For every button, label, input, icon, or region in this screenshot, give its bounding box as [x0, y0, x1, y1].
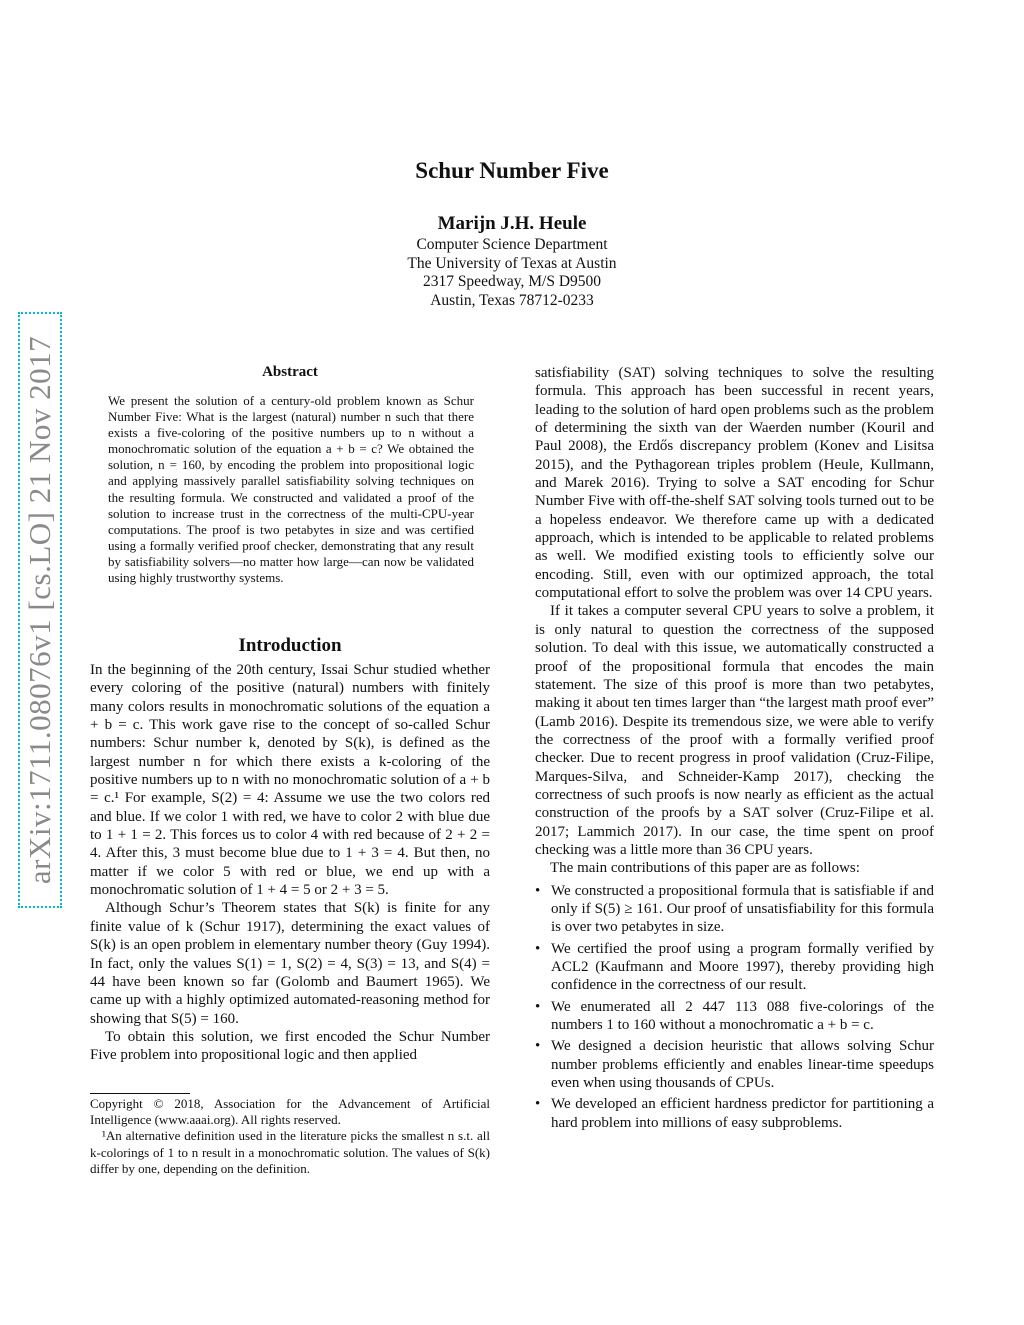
affiliation-line: Computer Science Department [416, 236, 608, 253]
body-paragraph: If it takes a computer several CPU years to solve a problem, it is only natural to question the correctness of the supposed solution. To deal with this issue, we automatically constructed a proof of the propositional formula that encodes the main statement. The size of this proof is more than two petabytes, making it about ten times larger than “the largest math proof ever” (Lamb 2016). Despite its tremendous size, we were able to verify the correctness of the proof with a formally verified proof checker. Due to recent progress in proof validation (Cruz-Filipe, Marques-Silva, and Schneider-Kamp 2017), checking the correctness of such proofs is now nearly as efficient as the actual construction of the proofs by a SAT solver (Cruz-Filipe et al. 2017; Lammich 2017). In our case, the time spent on proof checking was a little more than 36 CPU years. [535, 603, 934, 858]
author-name: Marijn J.H. Heule [437, 213, 587, 234]
bullet-icon: • [535, 1096, 541, 1113]
bullet-icon: • [535, 940, 541, 957]
affiliation-line: Austin, Texas 78712-0233 [430, 291, 594, 309]
abstract-body: We present the solution of a century-old problem known as Schur Number Five: What is the largest (natural) number n such that there exists a five-coloring of the positive numbers up to n without a monochromatic solution of the equation a + b = c? We obtained the solution, n = 160, by encoding the problem into propositional logic and applying massively parallel satisfiability solving techniques on the resulting formula. We constructed and validated a proof of the solution to increase trust in the correctness of the multi-CPU-year computations. The proof is two petabytes in size and was certified using a formally verified proof checker, demonstrating that any result by satisfiability solvers—no matter how large—can now be validated using highly trustworthy systems. [108, 393, 474, 586]
footnotes [90, 1096, 490, 1177]
right-column-body [535, 364, 934, 1135]
list-item [535, 940, 934, 995]
paper-title: Schur Number Five [415, 158, 609, 183]
body-paragraph: satisfiability (SAT) solving techniques to solve the resulting formula. This approach has been successful in recent years, leading to the solution of hard open problems such as the problem of determining the sixth van der Waerden number (Kouril and Paul 2008), the Erdős discrepancy problem (Konev and Lisitsa 2015), and the Pythagorean triples problem (Heule, Kullmann, and Marek 2016). Trying to solve a SAT encoding for Schur Number Five with off-the-shelf SAT solving tools turned out to be a hopeless endeavor. We therefore came up with a dedicated approach, which is intended to be applicable to related problems as well. We modified existing tools to efficiently solve our encoding. Still, even with our optimized approach, the total computational effort to solve the problem was over 14 CPU years. [535, 365, 934, 602]
abstract-heading: Abstract [262, 364, 318, 380]
list-item [535, 1037, 934, 1092]
list-item [535, 882, 934, 937]
intro-paragraph: Although Schur’s Theorem states that S(k) is finite for any finite value of k (Schur 1917), determining the exact values of S(k) is an open problem in elementary number theory (Guy 1994). In fact, only the values S(1) = 1, S(2) = 4, S(3) = 13, and S(4) = 44 have been known so far (Golomb and Baumert 1965). We came up with a highly optimized automated-reasoning method for showing that S(5) = 160. [90, 900, 490, 1027]
arxiv-identifier-box [18, 312, 62, 908]
intro-paragraph: To obtain this solution, we first encoded the Schur Number Five problem into propositional logic and then applied [90, 1028, 490, 1064]
body-paragraph: The main contributions of this paper are as follows: [550, 860, 860, 877]
bullet-icon: • [535, 998, 541, 1015]
contributions-list [535, 882, 934, 1132]
bullet-icon: • [535, 882, 541, 899]
contribution-text: We certified the proof using a program formally verified by ACL2 (Kaufmann and Moore 1997), thereby providing high confidence in the correctness of our result. [551, 940, 934, 994]
copyright-notice: Copyright © 2018, Association for the Advancement of Artificial Intelligence (www.aaai.org). All rights reserved. [90, 1096, 490, 1128]
contribution-text: We developed an efficient hardness predictor for partitioning a hard problem into millions of easy subproblems. [551, 1096, 934, 1131]
contribution-text: We enumerated all 2 447 113 088 five-colorings of the numbers 1 to 160 without a monochromatic a + b = c. [551, 998, 934, 1034]
arxiv-identifier: arXiv:1711.08076v1 [cs.LO] 21 Nov 2017 [22, 335, 57, 885]
intro-paragraph: In the beginning of the 20th century, Issai Schur studied whether every coloring of the positive (natural) numbers with finitely many colors results in monochromatic solutions of the equation a + b = c. This work gave rise to the concept of so-called Schur numbers: Schur number k, denoted by S(k), is defined as the largest number n for which there exists a k-coloring of the positive numbers up to n with no monochromatic solution of a + b = c.¹ For example, S(2) = 4: Assume we use the two colors red and blue. If we color 1 with red, we have to color 2 with blue due to 1 + 1 = 2. This forces us to color 4 with red because of 2 + 2 = 4. After this, 3 must become blue due to 1 + 3 = 4. But then, no matter if we color 5 with red or blue, we end up with a monochromatic solution of 1 + 4 = 5 or 2 + 3 = 5. [90, 662, 490, 899]
bullet-icon: • [535, 1038, 541, 1055]
introduction-heading: Introduction [238, 635, 342, 656]
contribution-text: We constructed a propositional formula that is satisfiable if and only if S(5) ≥ 161. Our proof of unsatisfiability for this formula is over two petabytes in size. [551, 882, 934, 936]
left-column-body [90, 661, 490, 1065]
list-item [535, 1095, 934, 1132]
footnote-1: ¹An alternative definition used in the literature picks the smallest n s.t. all k-colorings of 1 to n result in a monochromatic solution. The values of S(k) differ by one, depending on the definition. [90, 1128, 490, 1176]
author-affiliation [0, 236, 1024, 310]
contribution-text: We designed a decision heuristic that allows solving Schur number problems efficiently and enables linear-time speedups even when using thousands of CPUs. [551, 1038, 934, 1092]
affiliation-line: 2317 Speedway, M/S D9500 [422, 273, 602, 290]
footnote-divider [90, 1093, 190, 1094]
list-item [535, 998, 934, 1035]
affiliation-line: The University of Texas at Austin [407, 254, 617, 272]
